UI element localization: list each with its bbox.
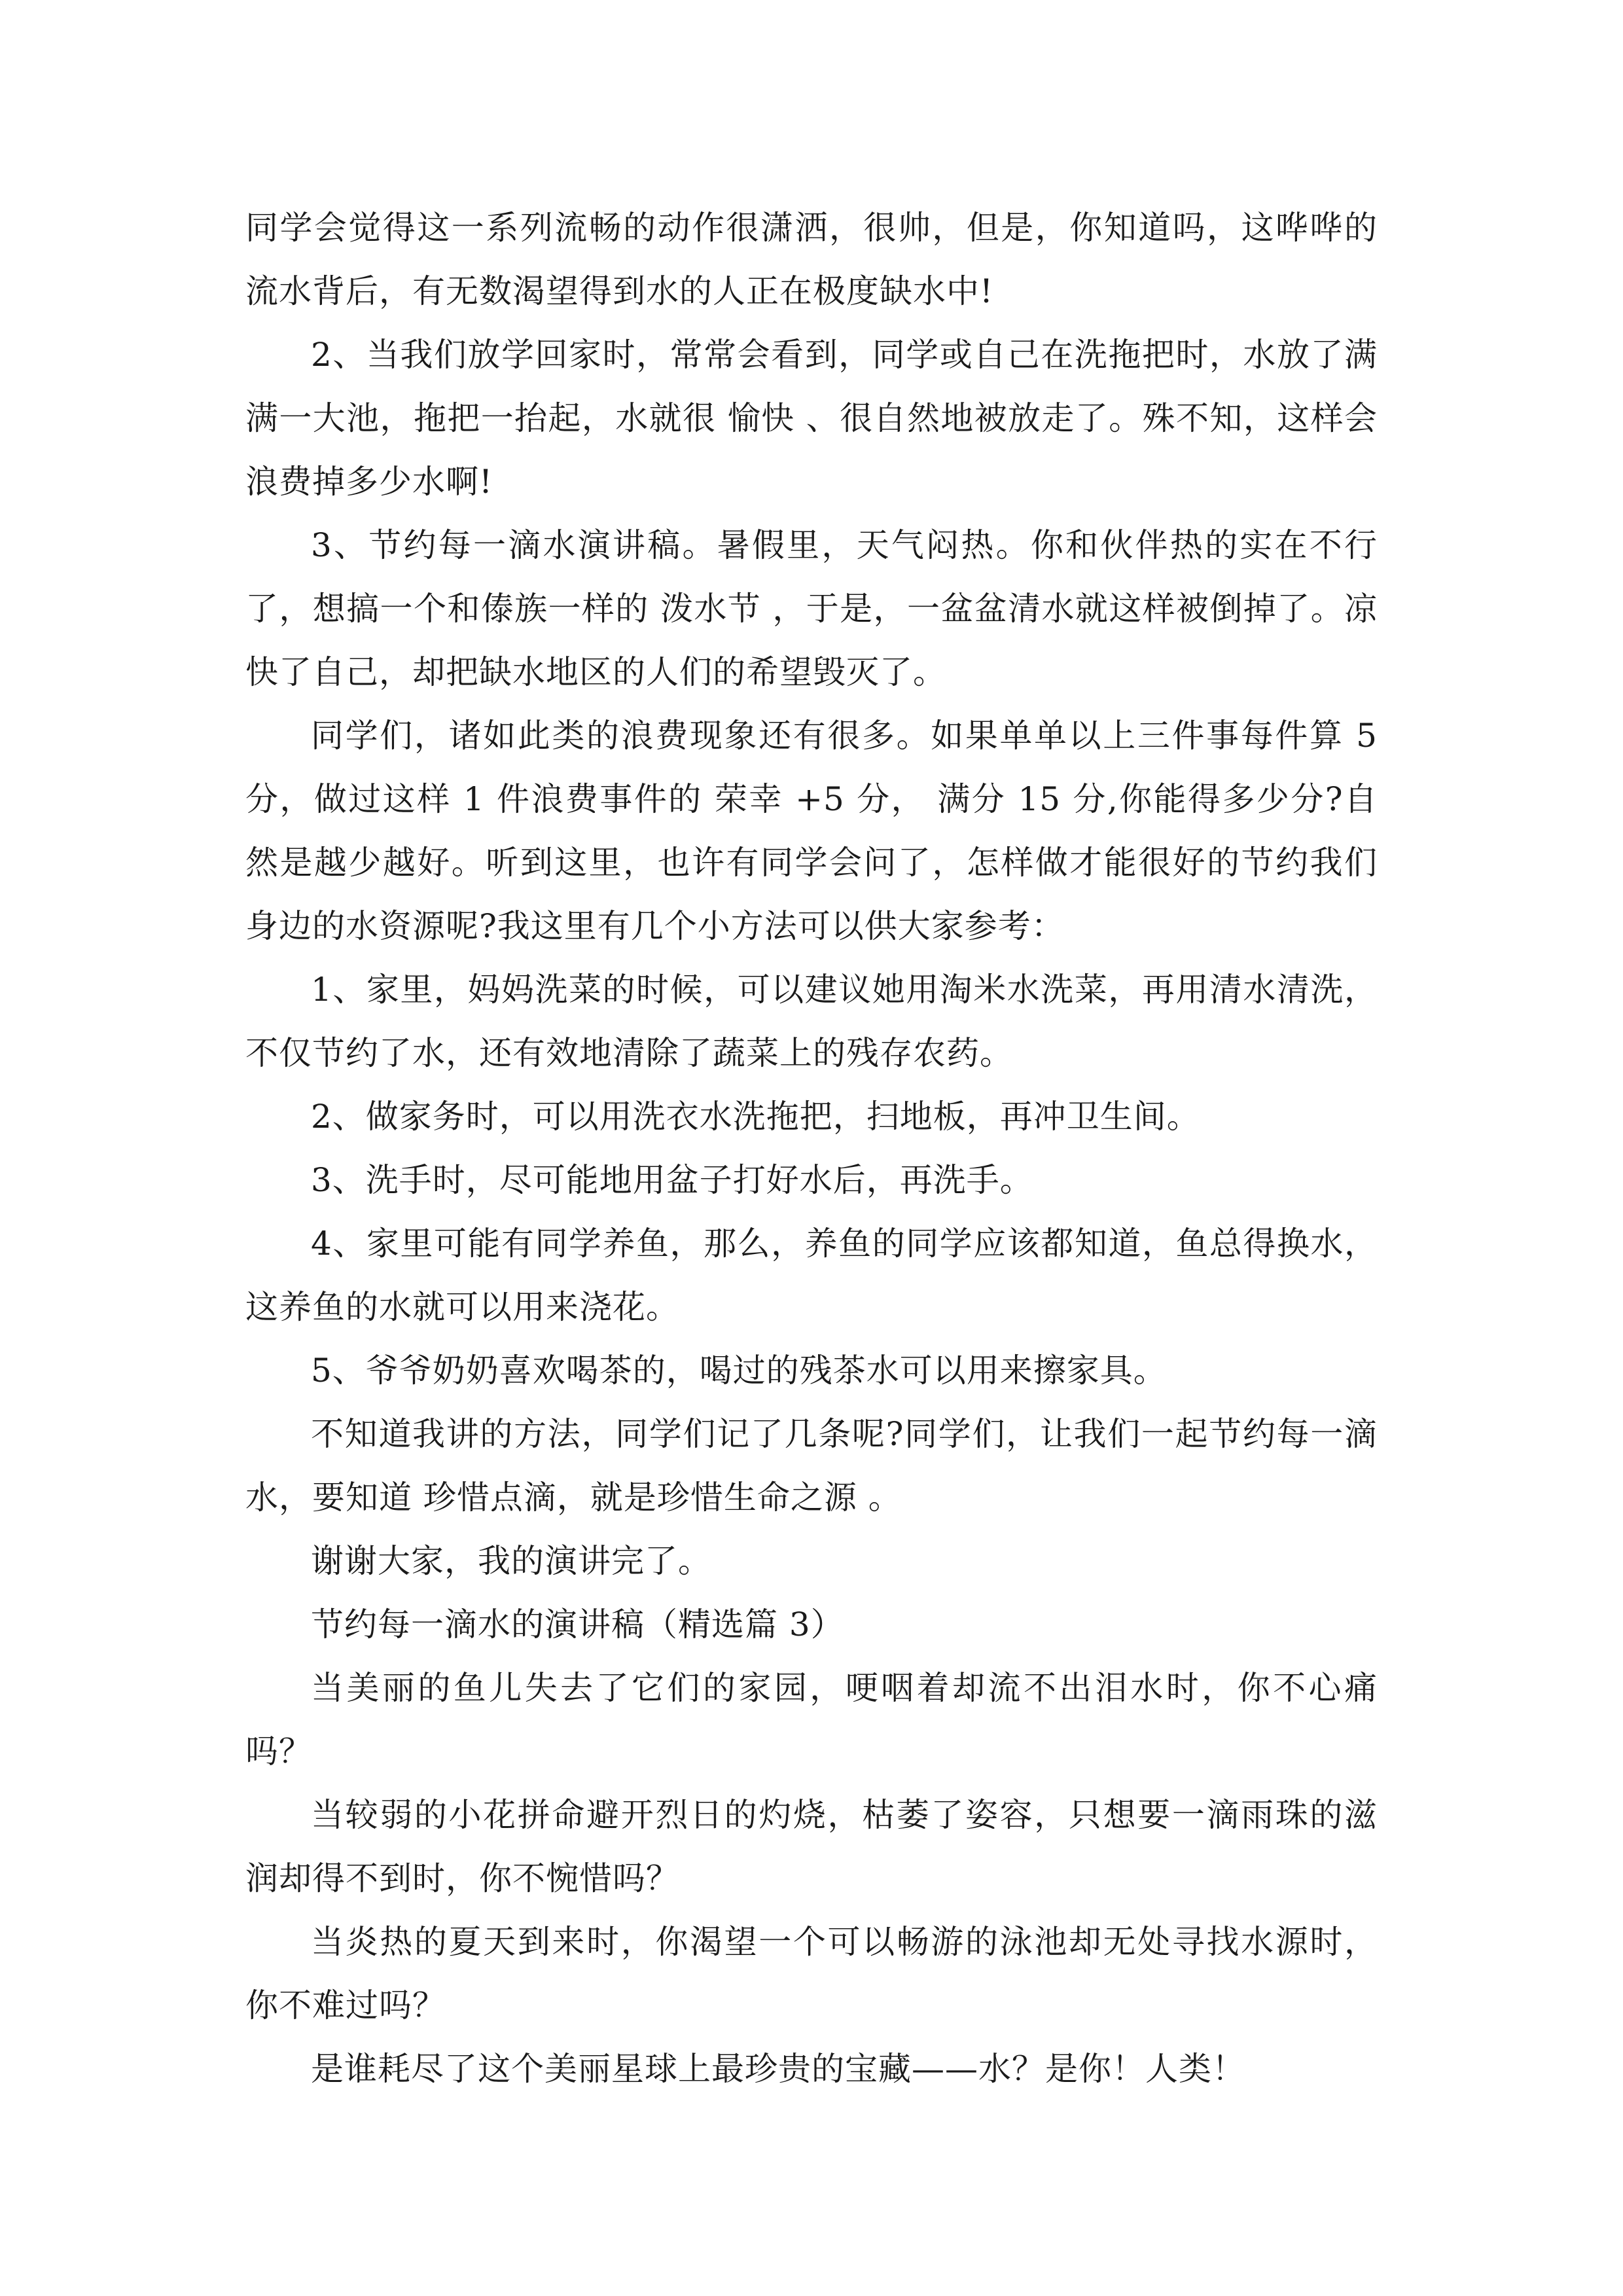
paragraph-7: 3、洗手时，尽可能地用盆子打好水后，再洗手。 <box>311 1161 1033 1199</box>
paragraph-9: 5、爷爷奶奶喜欢喝茶的，喝过的残茶水可以用来擦家具。 <box>311 1352 1167 1390</box>
paragraph-8: 4、家里可能有同学养鱼，那么，养鱼的同学应该都知道，鱼总得换水，这养鱼的水就可以用来浇花。 <box>245 1225 1378 1326</box>
paragraph-16: 是谁耗尽了这个美丽星球上最珍贵的宝藏——水？是你！人类！ <box>311 2050 1245 2088</box>
paragraph-13: 当美丽的鱼儿失去了它们的家园，哽咽着却流不出泪水时，你不心痛吗？ <box>245 1669 1378 1770</box>
paragraph-10: 不知道我讲的方法，同学们记了几条呢?同学们，让我们一起节约每一滴水，要知道 珍惜点滴，就是珍惜生命之源 。 <box>245 1415 1378 1516</box>
paragraph-14: 当较弱的小花拼命避开烈日的灼烧，枯萎了姿容，只想要一滴雨珠的滋润却得不到时，你不惋惜吗？ <box>245 1796 1378 1897</box>
paragraph-1: 同学会觉得这一系列流畅的动作很潇洒，很帅，但是，你知道吗，这哗哗的流水背后，有无数渴望得到水的人正在极度缺水中! <box>245 209 1378 310</box>
paragraph-5: 1、家里，妈妈洗菜的时候，可以建议她用淘米水洗菜，再用清水清洗，不仅节约了水，还有效地清除了蔬菜上的残存农药。 <box>245 971 1378 1072</box>
paragraph-2: 2、当我们放学回家时，常常会看到，同学或自己在洗拖把时，水放了满满一大池，拖把一抬起，水就很 愉快 、很自然地被放走了。殊不知，这样会浪费掉多少水啊! <box>245 336 1378 501</box>
paragraph-15: 当炎热的夏天到来时，你渴望一个可以畅游的泳池却无处寻找水源时，你不难过吗？ <box>245 1923 1378 2024</box>
section-heading: 节约每一滴水的演讲稿（精选篇 3） <box>311 1605 844 1643</box>
document-body <box>245 196 1378 2101</box>
paragraph-6: 2、做家务时，可以用洗衣水洗拖把，扫地板，再冲卫生间。 <box>311 1098 1200 1136</box>
paragraph-11: 谢谢大家，我的演讲完了。 <box>311 1542 711 1580</box>
paragraph-4: 同学们，诸如此类的浪费现象还有很多。如果单单以上三件事每件算 5 分，做过这样 1 件浪费事件的 荣幸 +5 分， 满分 15 分,你能得多少分?自然是越少越好。听到这里，也许有同学会问了，怎样做才能很好的节约我们身边的水资源呢?我这里有几个小方法可以供大家参考： <box>245 717 1378 945</box>
paragraph-3: 3、节约每一滴水演讲稿。暑假里，天气闷热。你和伙伴热的实在不行了，想搞一个和傣族一样的 泼水节 ，于是，一盆盆清水就这样被倒掉了。凉快了自己，却把缺水地区的人们的希望毁灭了。 <box>245 526 1378 691</box>
